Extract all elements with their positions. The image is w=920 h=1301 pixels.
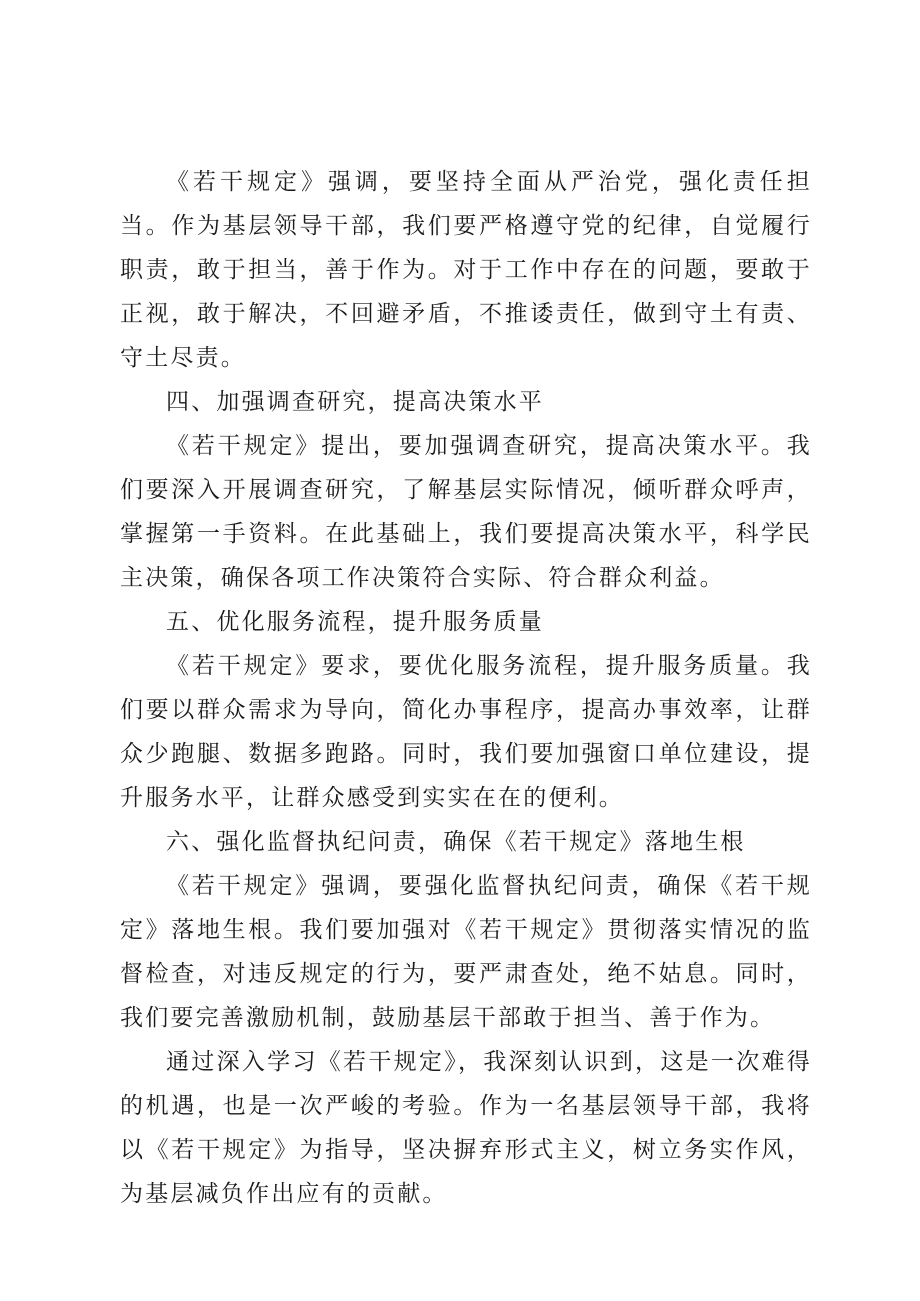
paragraph-research: 《若干规定》提出，要加强调查研究，提高决策水平。我们要深入开展调查研究，了解基层实际情况，倾听群众呼声，掌握第一手资料。在此基础上，我们要提高决策水平，科学民主决策，确保各项工作决策符合实际、符合群众利益。 [120, 433, 812, 591]
section-heading-5: 五、优化服务流程，提升服务质量 [166, 609, 544, 635]
paragraph-supervision: 《若干规定》强调，要强化监督执纪问责，确保《若干规定》落地生根。我们要加强对《若干规定》贯彻落实情况的监督检查，对违反规定的行为，要严肃查处，绝不姑息。同时，我们要完善激励机制，鼓励基层干部敢于担当、善于作为。 [120, 873, 812, 1031]
section-heading-6: 六、强化监督执纪问责，确保《若干规定》落地生根 [166, 829, 746, 855]
paragraph-conclusion: 通过深入学习《若干规定》，我深刻认识到，这是一次难得的机遇，也是一次严峻的考验。作为一名基层领导干部，我将以《若干规定》为指导，坚决摒弃形式主义，树立务实作风，为基层减负作出应有的贡献。 [120, 1049, 812, 1207]
paragraph-service: 《若干规定》要求，要优化服务流程，提升服务质量。我们要以群众需求为导向，简化办事程序，提高办事效率，让群众少跑腿、数据多跑路。同时，我们要加强窗口单位建设，提升服务水平，让群众感受到实实在在的便利。 [120, 653, 812, 811]
document-body [120, 160, 812, 1216]
paragraph-responsibility: 《若干规定》强调，要坚持全面从严治党，强化责任担当。作为基层领导干部，我们要严格遵守党的纪律，自觉履行职责，敢于担当，善于作为。对于工作中存在的问题，要敢于正视，敢于解决，不回避矛盾，不推诿责任，做到守土有责、守土尽责。 [120, 169, 812, 371]
section-heading-4: 四、加强调查研究，提高决策水平 [166, 389, 544, 415]
